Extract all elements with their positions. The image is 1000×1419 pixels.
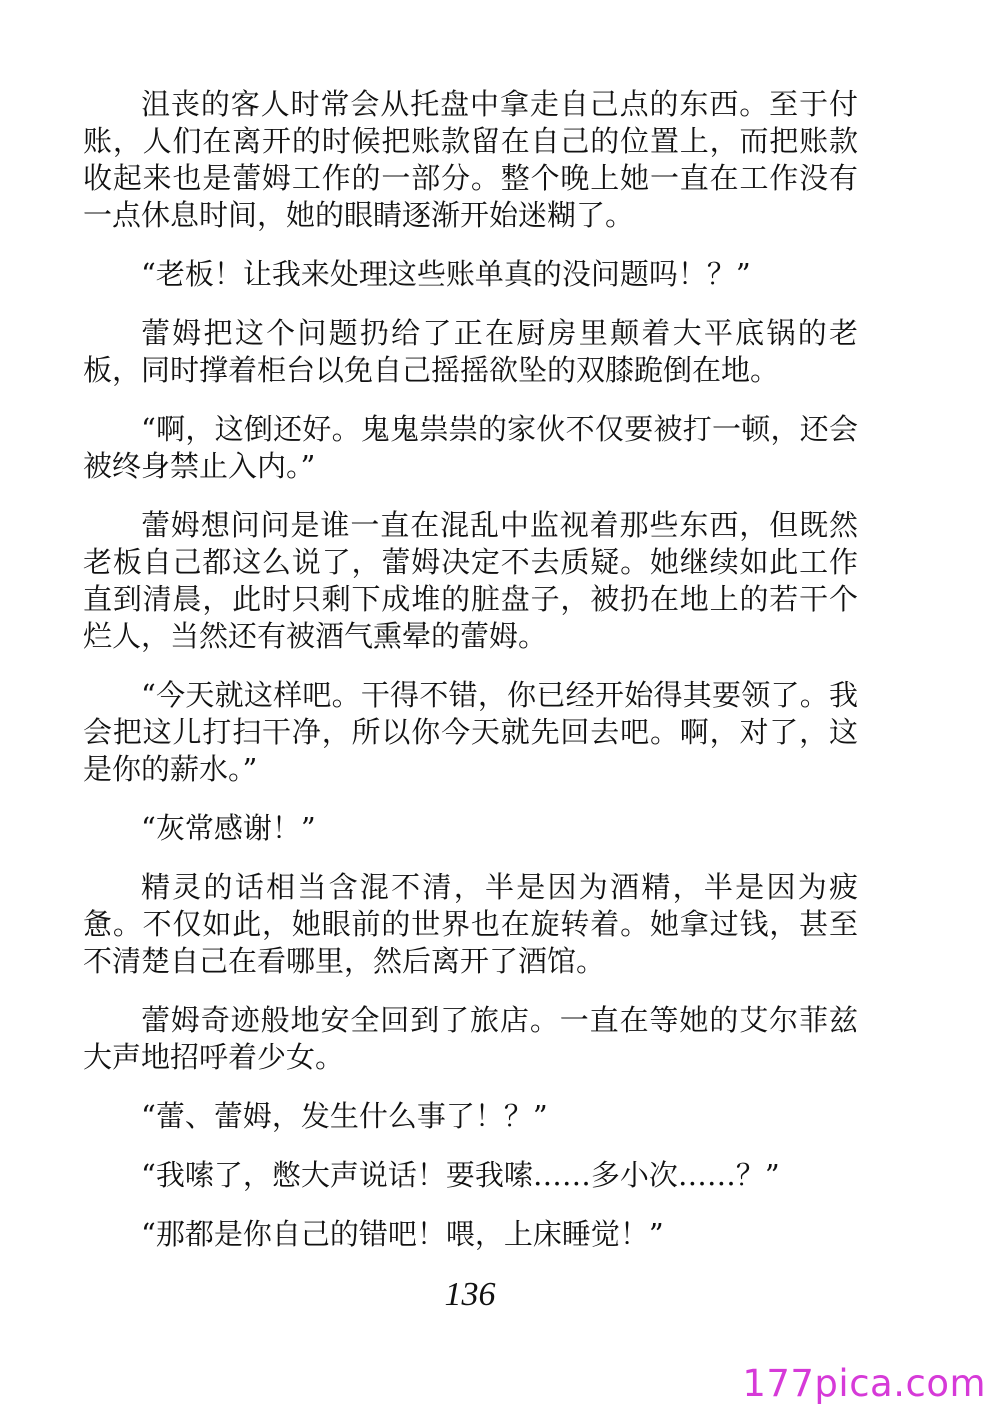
paragraph: 蕾姆奇迹般地安全回到了旅店。一直在等她的艾尔菲兹大声地招呼着少女。 — [83, 1003, 858, 1074]
paragraph: “今天就这样吧。干得不错，你已经开始得其要领了。我会把这儿打扫干净，所以你今天就先回去吧。啊，对了，这是你的薪水。” — [83, 678, 858, 786]
paragraph: “啊，这倒还好。鬼鬼祟祟的家伙不仅要被打一顿，还会被终身禁止入内。” — [83, 412, 858, 483]
paragraph: “灰常感谢！” — [141, 811, 316, 845]
paragraph: 蕾姆想问问是谁一直在混乱中监视着那些东西，但既然老板自己都这么说了，蕾姆决定不去质疑。她继续如此工作直到清晨，此时只剩下成堆的脏盘子，被扔在地上的若干个烂人，当然还有被酒气熏晕的蕾姆。 — [83, 508, 858, 653]
page-number: 136 — [444, 1276, 496, 1313]
paragraph: 精灵的话相当含混不清，半是因为酒精，半是因为疲惫。不仅如此，她眼前的世界也在旋转着。她拿过钱，甚至不清楚自己在看哪里，然后离开了酒馆。 — [83, 870, 858, 978]
watermark-text: 177pica.com — [742, 1362, 986, 1405]
page-body-text — [83, 86, 858, 1275]
paragraph: “我嗦了，憋大声说话！要我嗦……多小次……？” — [141, 1158, 780, 1192]
paragraph: “那都是你自己的错吧！喂，上床睡觉！” — [141, 1217, 664, 1251]
paragraph: 沮丧的客人时常会从托盘中拿走自己点的东西。至于付账，人们在离开的时候把账款留在自己的位置上，而把账款收起来也是蕾姆工作的一部分。整个晚上她一直在工作没有一点休息时间，她的眼睛逐渐开始迷糊了。 — [83, 87, 858, 232]
paragraph: “蕾、蕾姆，发生什么事了！？” — [141, 1099, 548, 1133]
paragraph: 蕾姆把这个问题扔给了正在厨房里颠着大平底锅的老板，同时撑着柜台以免自己摇摇欲坠的双膝跪倒在地。 — [83, 316, 858, 387]
paragraph: “老板！让我来处理这些账单真的没问题吗！？” — [141, 257, 751, 291]
